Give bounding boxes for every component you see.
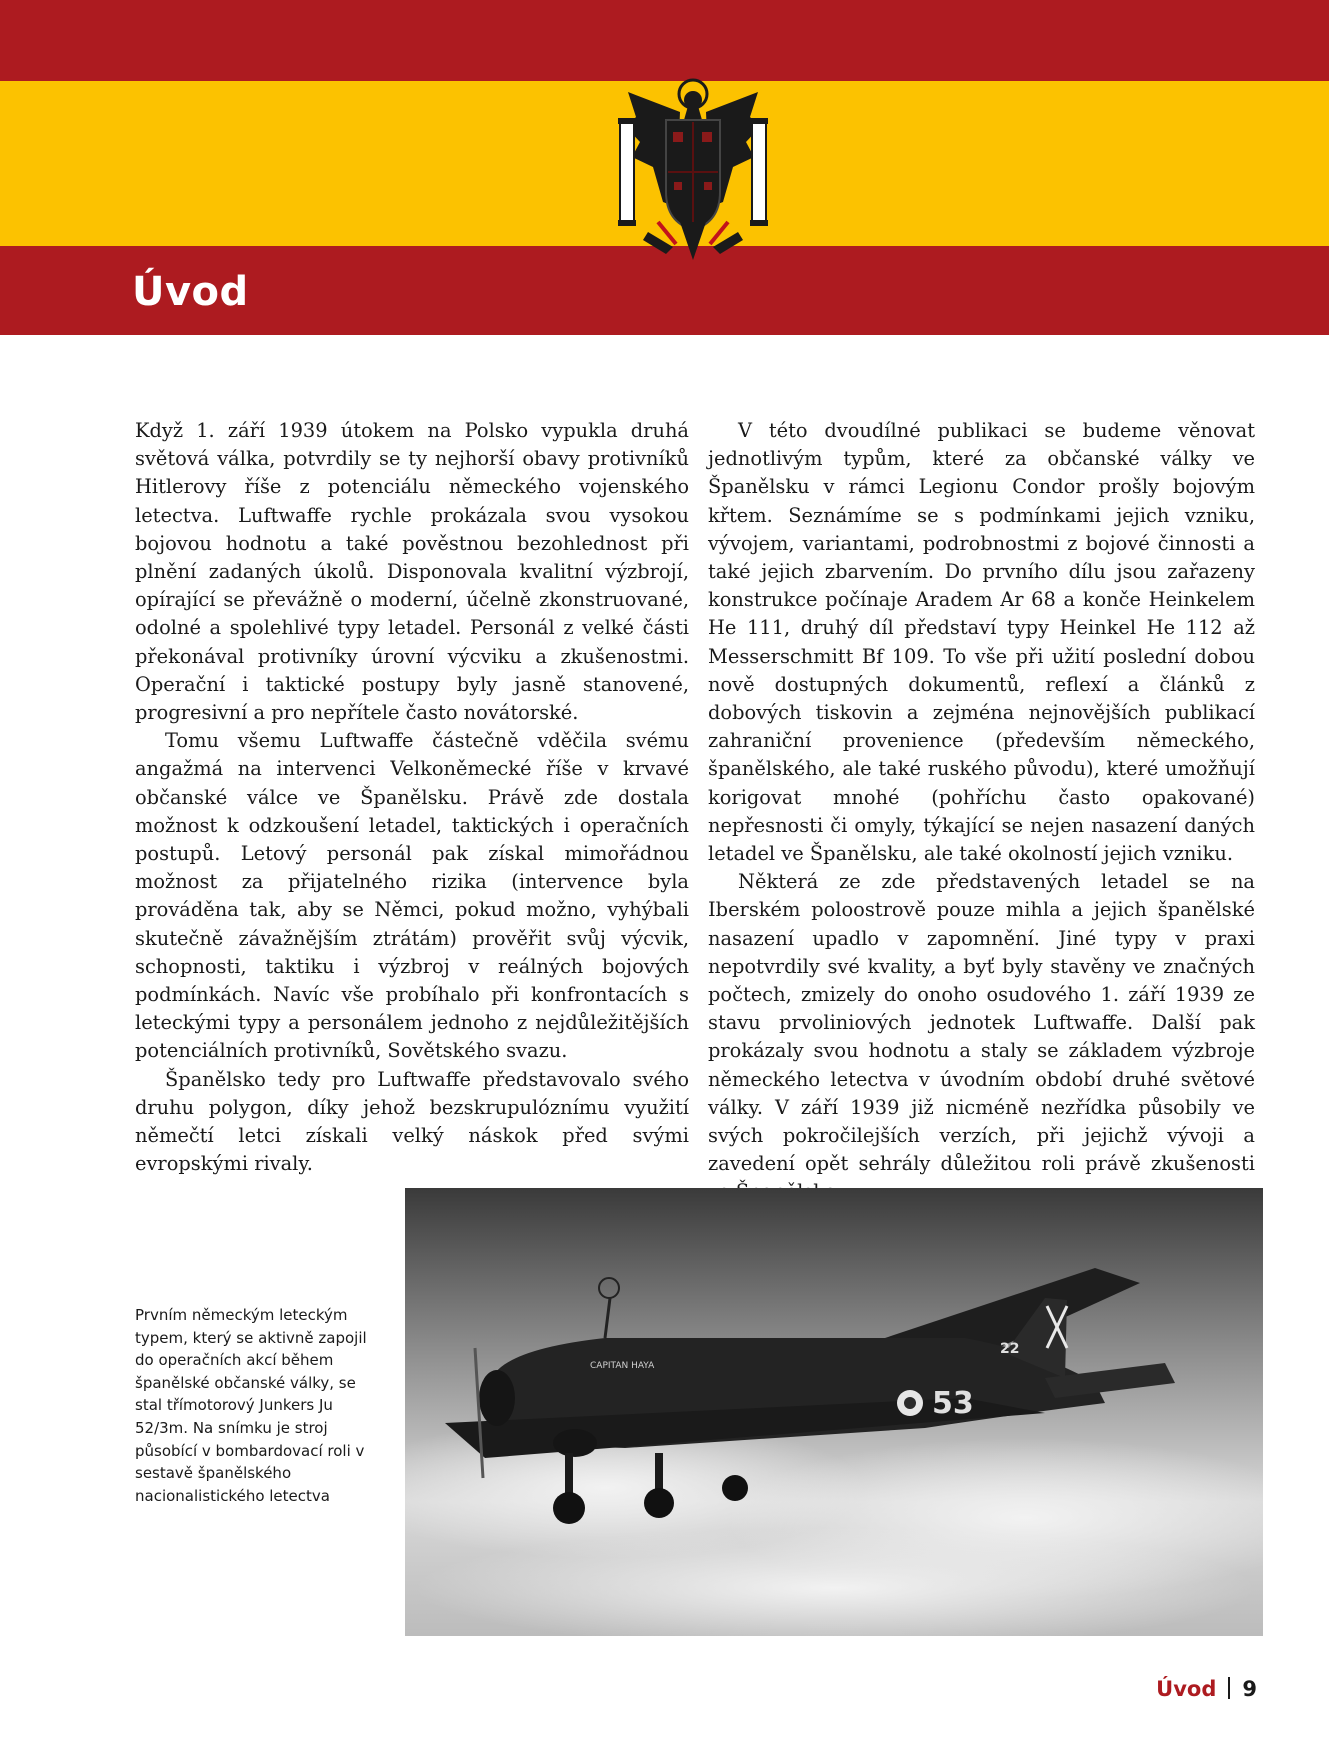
svg-text:22: 22 bbox=[1000, 1341, 1020, 1357]
photo-caption: Prvním německým leteckým typem, který se aktivně zapojil do operačních akcí během španělské občanské války, se stal třímotorový Junkers Ju 52/3m. Na snímku je stroj působící v bombardovací roli v sestavě španělského nacionalistického letectva bbox=[135, 1306, 367, 1505]
body-paragraph: Tomu všemu Luftwaffe částečně vděčila svému angažmá na intervenci Velkoněmecké říše v krvavé občanské válce ve Španělsku. Právě zde dostala možnost k odzkoušení letadel, taktických i operačních postupů. Letový personál pak získal mimořádnou možnost za přijatelného rizika (intervence byla prováděna tak, aby se Němci, pokud možno, vyhýbali skutečně závažnějším ztrátám) prověřit svůj výcvik, schopnosti, taktiku i výzbroj v reálných bojových podmínkách. Navíc vše probíhalo při konfrontacích s leteckými typy a personálem jednoho z nejdůležitějších potenciálních protivníků, Sovětského svazu. bbox=[135, 729, 689, 1063]
body-paragraph: Když 1. září 1939 útokem na Polsko vypukla druhá světová válka, potvrdily se ty nejhorší obavy protivníků Hitlerovy říše z potenciálu německého vojenského letectva. Luftwaffe rychle prokázala svou vysokou bojovou hodnotu a také pověstnou bezohlednost při plnění zadaných úkolů. Disponovala kvalitní výzbrojí, opírající se převážně o moderní, účelně zkonstruované, odolné a spolehlivé typy letadel. Personál z velké části překonával protivníky úrovní výcviku a zkušenostmi. Operační i taktické postupy byly jasně stanovené, progresivní a pro nepřítele často novátorské. bbox=[135, 419, 689, 725]
svg-text:CAPITAN HAYA: CAPITAN HAYA bbox=[590, 1361, 655, 1371]
footer-divider bbox=[1228, 1677, 1230, 1699]
svg-text:53: 53 bbox=[932, 1386, 974, 1421]
body-paragraph: Některá ze zde představených letadel se na Iberském poloostrově pouze mihla a jejich španělské nasazení upadlo v zapomnění. Jiné typy v praxi nepotvrdily své kvality, a byť byly stavěny ve značných počtech, zmizely do onoho osudového 1. září 1939 ze stavu prvoliniových jednotek Luftwaffe. Další pak prokázaly svou hodnotu a staly se základem výzbroje německého letectva v úvodním období druhé světové války. V září 1939 již nicméně nezřídka působily ve svých pokročilejších verzích, při jejichž vývoji a zavedení opět sehrály důležitou roli právě zkušenosti bbox=[708, 870, 1255, 1176]
body-paragraph: V této dvoudílné publikaci se budeme věnovat jednotlivým typům, které za občanské války ve Španělsku v rámci Legionu Condor prošly bojovým křtem. Seznámíme se s podmínkami jejich vzniku, vývojem, variantami, podrobnostmi z bojové činnosti a také jejich zbarvením. Do prvního dílu jsou zařazeny konstrukce počínaje Aradem Ar 68 a konče Heinkelem He 111, druhý díl představí typy Heinkel He 112 až Messerschmitt Bf 109. To vše při užití poslední dobou nově dostupných dokumentů, reflexí a článků z dobových tiskovin a zejména nejnovějších publikací zahraniční provenience (především německého, španělského, ale také ruského původu), které umožňují korigovat mnohé (pohříchu často opakované) nepřesnosti či omyly, týkající se nejen nasazení daných letadel ve Španělsku, ale také okolností jejich vzniku. bbox=[708, 419, 1255, 866]
page-number: 9 bbox=[1242, 1677, 1257, 1701]
page-title: Úvod bbox=[132, 269, 249, 315]
spanish-eagle-coat-of-arms-icon bbox=[618, 72, 768, 260]
text-column-left bbox=[135, 417, 689, 1178]
ju52-aircraft-photo bbox=[405, 1188, 1263, 1636]
text-column-right bbox=[708, 417, 1255, 1207]
page-footer bbox=[1156, 1676, 1257, 1702]
body-paragraph: Španělsko tedy pro Luftwaffe představovalo svého druhu polygon, díky jehož bezskrupulóznímu využití němečtí letci získali velký náskok před svými evropskými rivaly. bbox=[135, 1067, 689, 1176]
flag-stripe-top bbox=[0, 0, 1329, 81]
footer-section-title: Úvod bbox=[1156, 1677, 1217, 1701]
